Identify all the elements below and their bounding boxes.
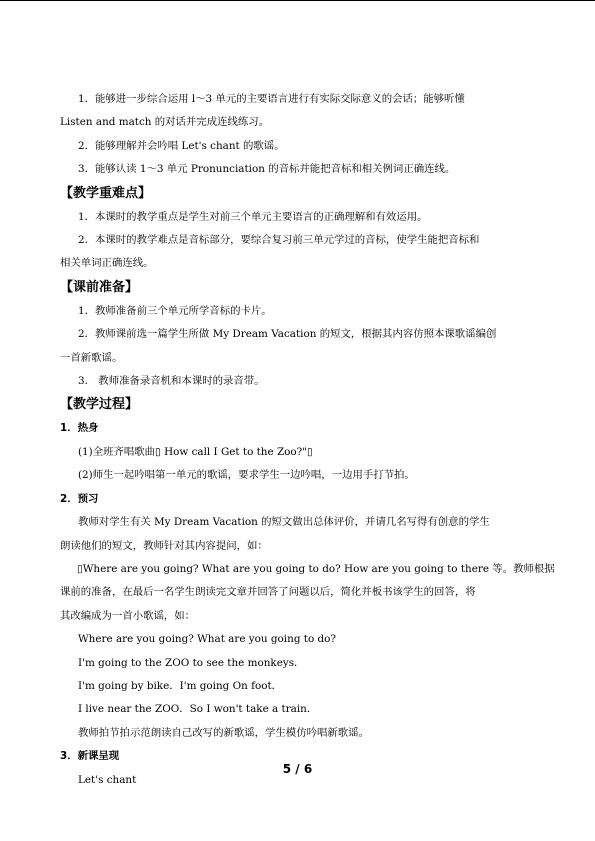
step-heading-new-lesson: 3．新课呈现: [60, 750, 120, 763]
section-heading-process: 【教学过程】: [60, 397, 139, 413]
preview-line: 课前的准备，在最后一名学生朗读完文章并回答了问题以后，简化并板书该学生的回答，将: [60, 586, 476, 599]
preparation-line: 2．教师课前选一篇学生所做 My Dream Vacation 的短文，根据其内容仿照本课歌谣编创: [78, 328, 497, 341]
objective-line: 2．能够理解并会吟唱 Let's chant 的歌谣。: [78, 139, 285, 152]
objective-line: Listen and match 的对话并完成连线练习。: [60, 116, 270, 129]
document-body: [60, 88, 555, 792]
key-point-line: 1．本课时的教学重点是学生对前三个单元主要语言的正确理解和有效运用。: [78, 210, 428, 223]
key-point-line: 相关单词正确连线。: [60, 257, 154, 270]
chant-line: Where are you going? What are you going to do?: [78, 633, 336, 646]
preview-line: 其改编成为一首小歌谣，如：: [60, 609, 196, 622]
step-heading-warmup: 1．热身: [60, 422, 99, 435]
preview-line: ▯Where are you going? What are you going to do? How are you going to there 等。教师根据: [77, 562, 555, 575]
new-lesson-line: Let's chant: [78, 773, 137, 786]
top-rule: [0, 0, 595, 1]
preview-line: 朗读他们的短文，教师针对其内容提问，如：: [60, 539, 268, 552]
preview-line: 教师对学生有关 My Dream Vacation 的短文做出总体评价，并请几名写得有创意的学生: [78, 516, 490, 529]
chant-line: I live near the ZOO．So I won't take a train．: [78, 703, 318, 716]
section-heading-key-points: 【教学重难点】: [60, 185, 152, 201]
objective-line: 3．能够认读 1～3 单元 Pronunciation 的音标并能把音标和相关例词正确连线。: [78, 163, 456, 176]
preparation-line: 一首新歌谣。: [60, 351, 123, 364]
objective-line: 1．能够进一步综合运用 l～3 单元的主要语言进行有实际交际意义的会话；能够听懂: [78, 93, 465, 105]
preparation-line: 1．教师准备前三个单元所学音标的卡片。: [78, 304, 272, 317]
page-number: 5 / 6: [282, 762, 313, 776]
preparation-line: 3． 教师准备录音机和本课时的录音带。: [78, 375, 265, 388]
warmup-line: (1)全班齐唱歌曲▯ How call I Get to the Zoo?"▯: [78, 445, 313, 458]
chant-line: I'm going to the ZOO to see the monkeys．: [78, 656, 305, 669]
chant-line: I'm going by bike．I'm going On foot．: [78, 679, 283, 692]
key-point-line: 2．本课时的教学难点是音标部分，要综合复习前三单元学过的音标，使学生能把音标和: [78, 234, 480, 247]
section-heading-preparation: 【课前准备】: [60, 279, 139, 295]
warmup-line: (2)师生一起吟唱第一单元的歌谣，要求学生一边吟唱，一边用手打节拍。: [78, 469, 415, 482]
step-heading-preview: 2．预习: [60, 492, 99, 505]
chant-line: 教师拍节拍示范朗读自己改写的新歌谣，学生模仿吟唱新歌谣。: [78, 726, 369, 739]
